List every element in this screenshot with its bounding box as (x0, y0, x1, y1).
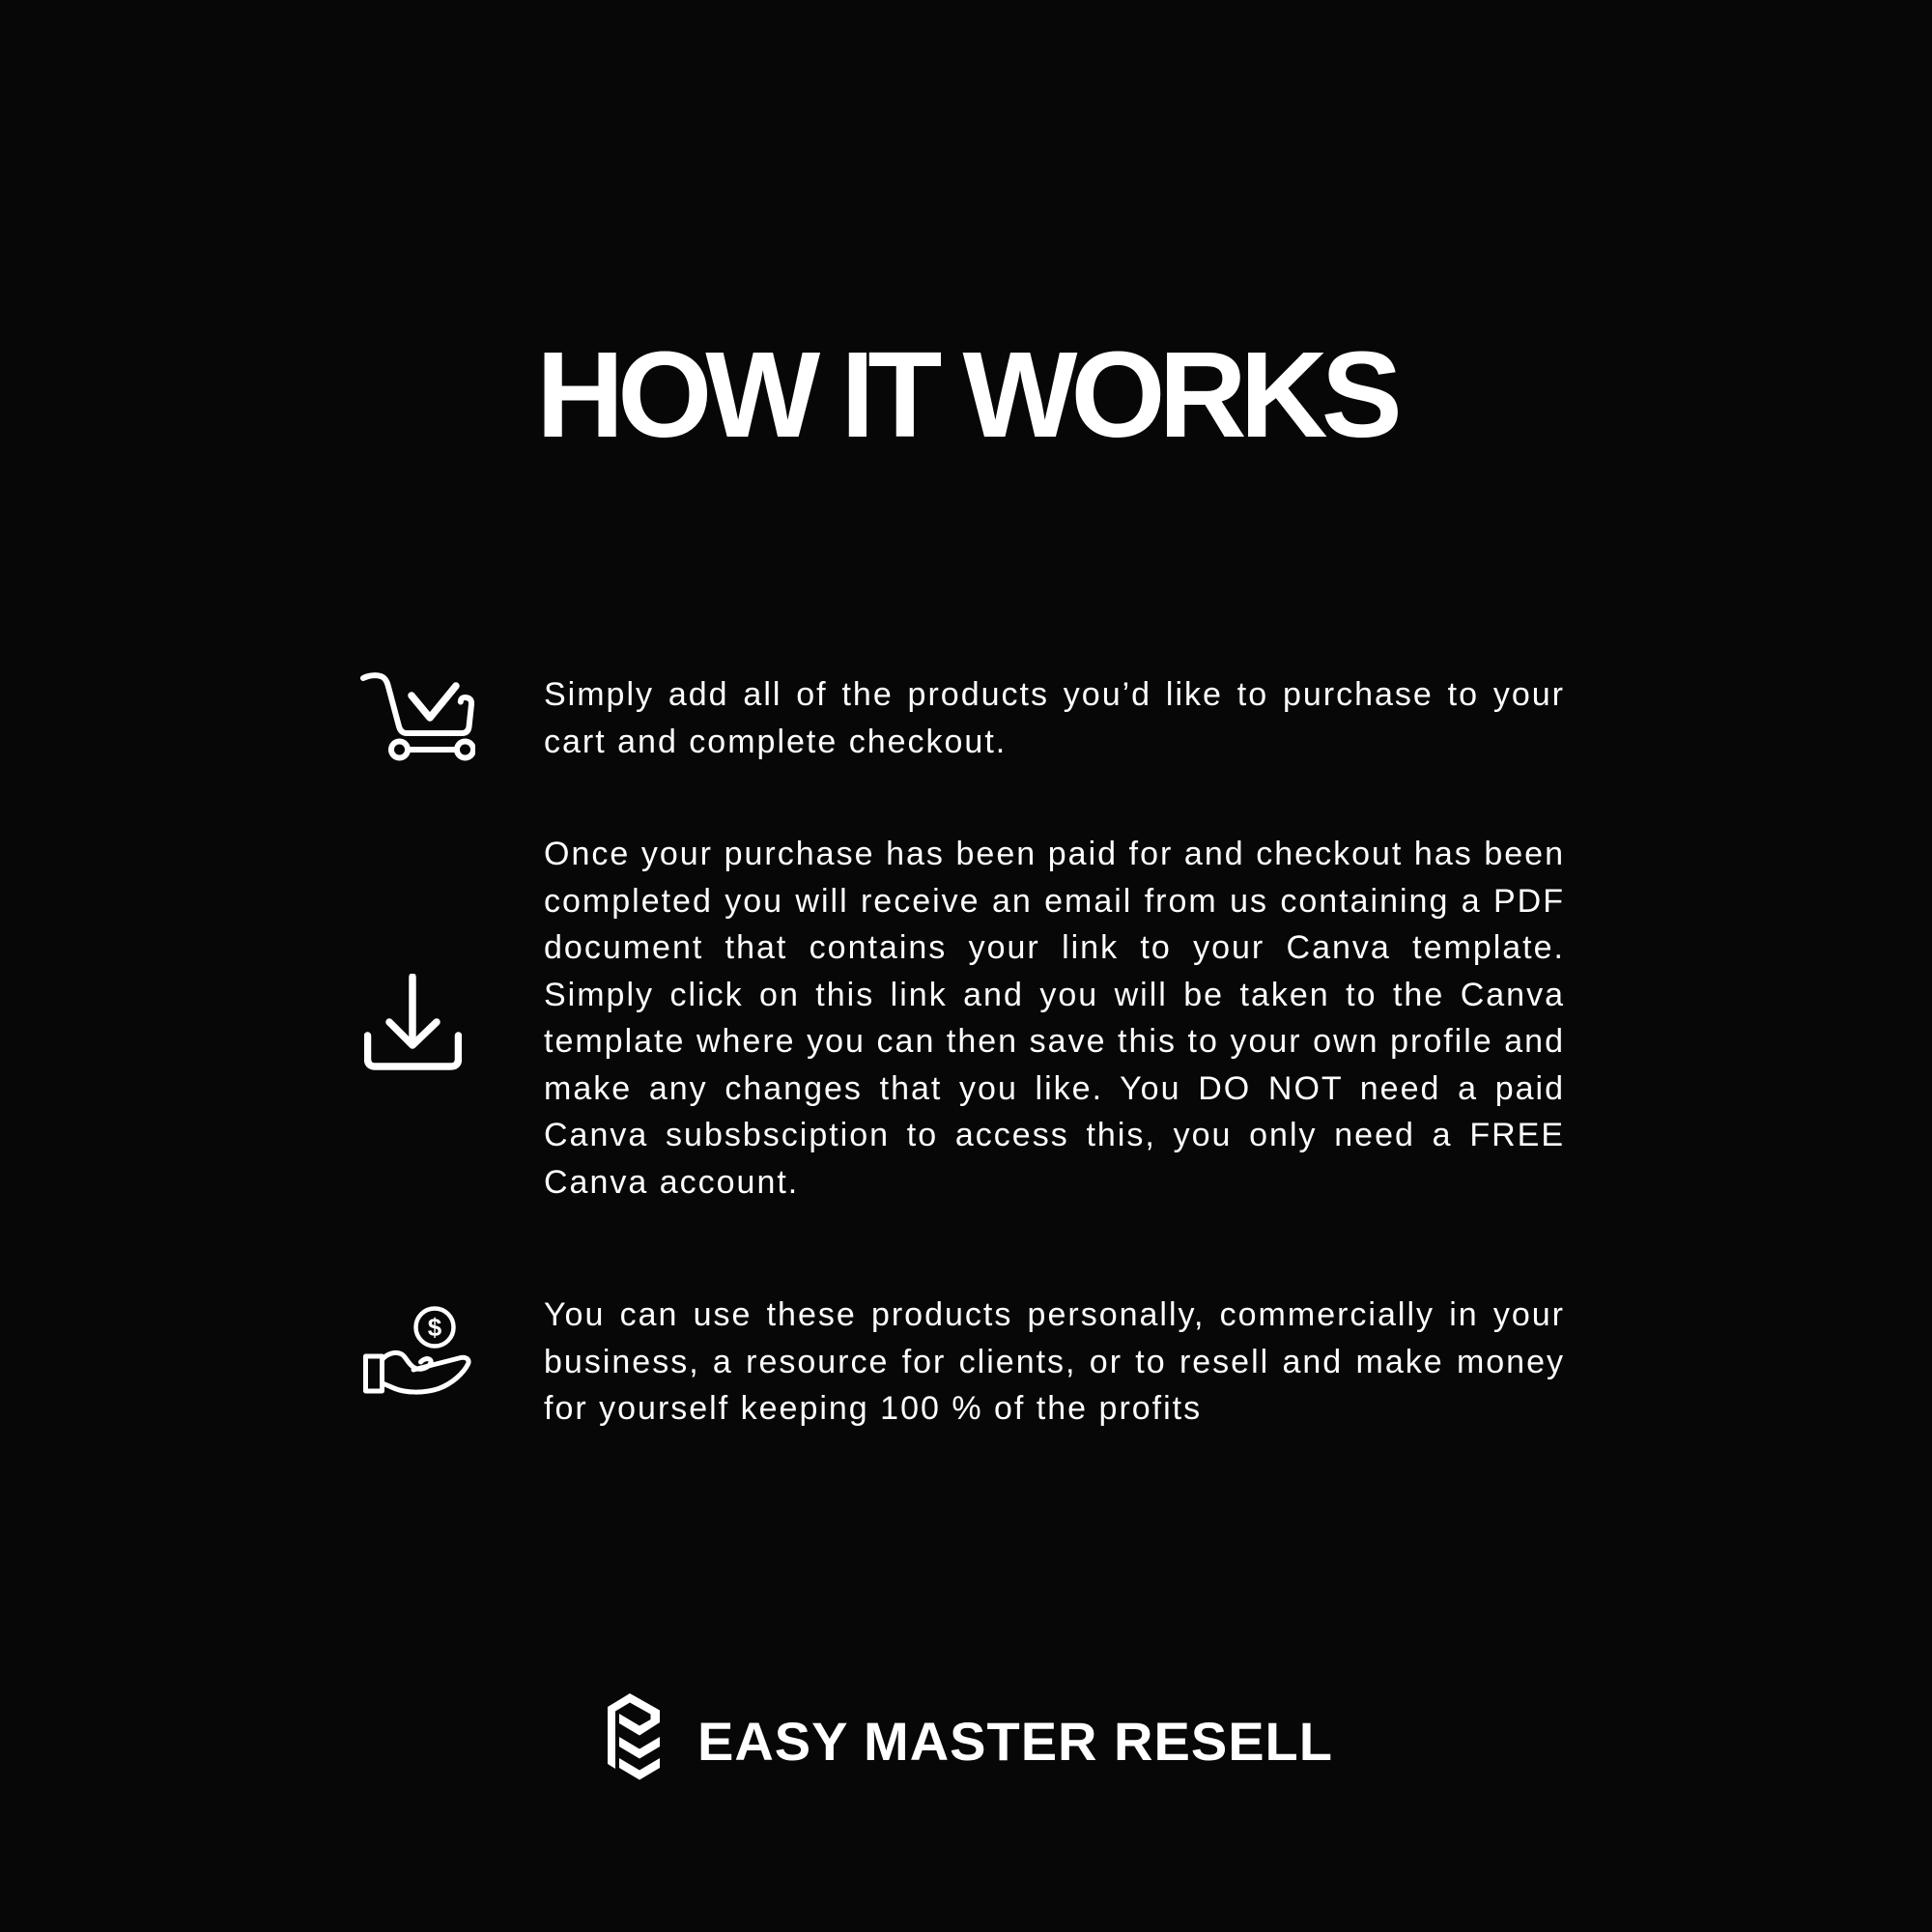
step-1-text (544, 671, 1565, 765)
text-line: completed you will receive an email from us containing a PDF (544, 882, 1565, 920)
text-line: Canva account. (544, 1163, 800, 1201)
step-2-text (544, 831, 1565, 1206)
cart-check-icon (359, 671, 475, 768)
brand-name: EASY MASTER RESELL (697, 1710, 1333, 1772)
footer-brand (0, 1690, 1932, 1787)
text-line: business, a resource for clients, or to resell and make money (544, 1343, 1565, 1380)
text-line: document that contains your link to your Canva template. (544, 929, 1565, 966)
step-3-text (544, 1292, 1565, 1433)
hand-coin-icon (351, 1306, 476, 1401)
text-line: for yourself keeping 100 % of the profits (544, 1390, 1203, 1427)
text-line: cart and complete checkout. (544, 723, 1008, 760)
text-line: make any changes that you like. You DO NOT need a paid (544, 1069, 1565, 1107)
text-line: Once your purchase has been paid for and checkout has been (544, 836, 1565, 872)
text-line: Canva subsbsciption to access this, you only need a FREE (544, 1117, 1565, 1153)
download-icon (364, 974, 462, 1076)
page-title: HOW IT WORKS (536, 327, 1396, 463)
text-line: Simply click on this link and you will be taken to the Canva (544, 976, 1565, 1013)
brand-logo-icon (599, 1693, 661, 1784)
dollar-sign: $ (427, 1313, 442, 1342)
text-line: Simply add all of the products you’d like to purchase to your (544, 676, 1565, 713)
text-line: You can use these products personally, commercially in your (544, 1296, 1565, 1333)
text-line: template where you can then save this to your own profile and (544, 1023, 1565, 1060)
